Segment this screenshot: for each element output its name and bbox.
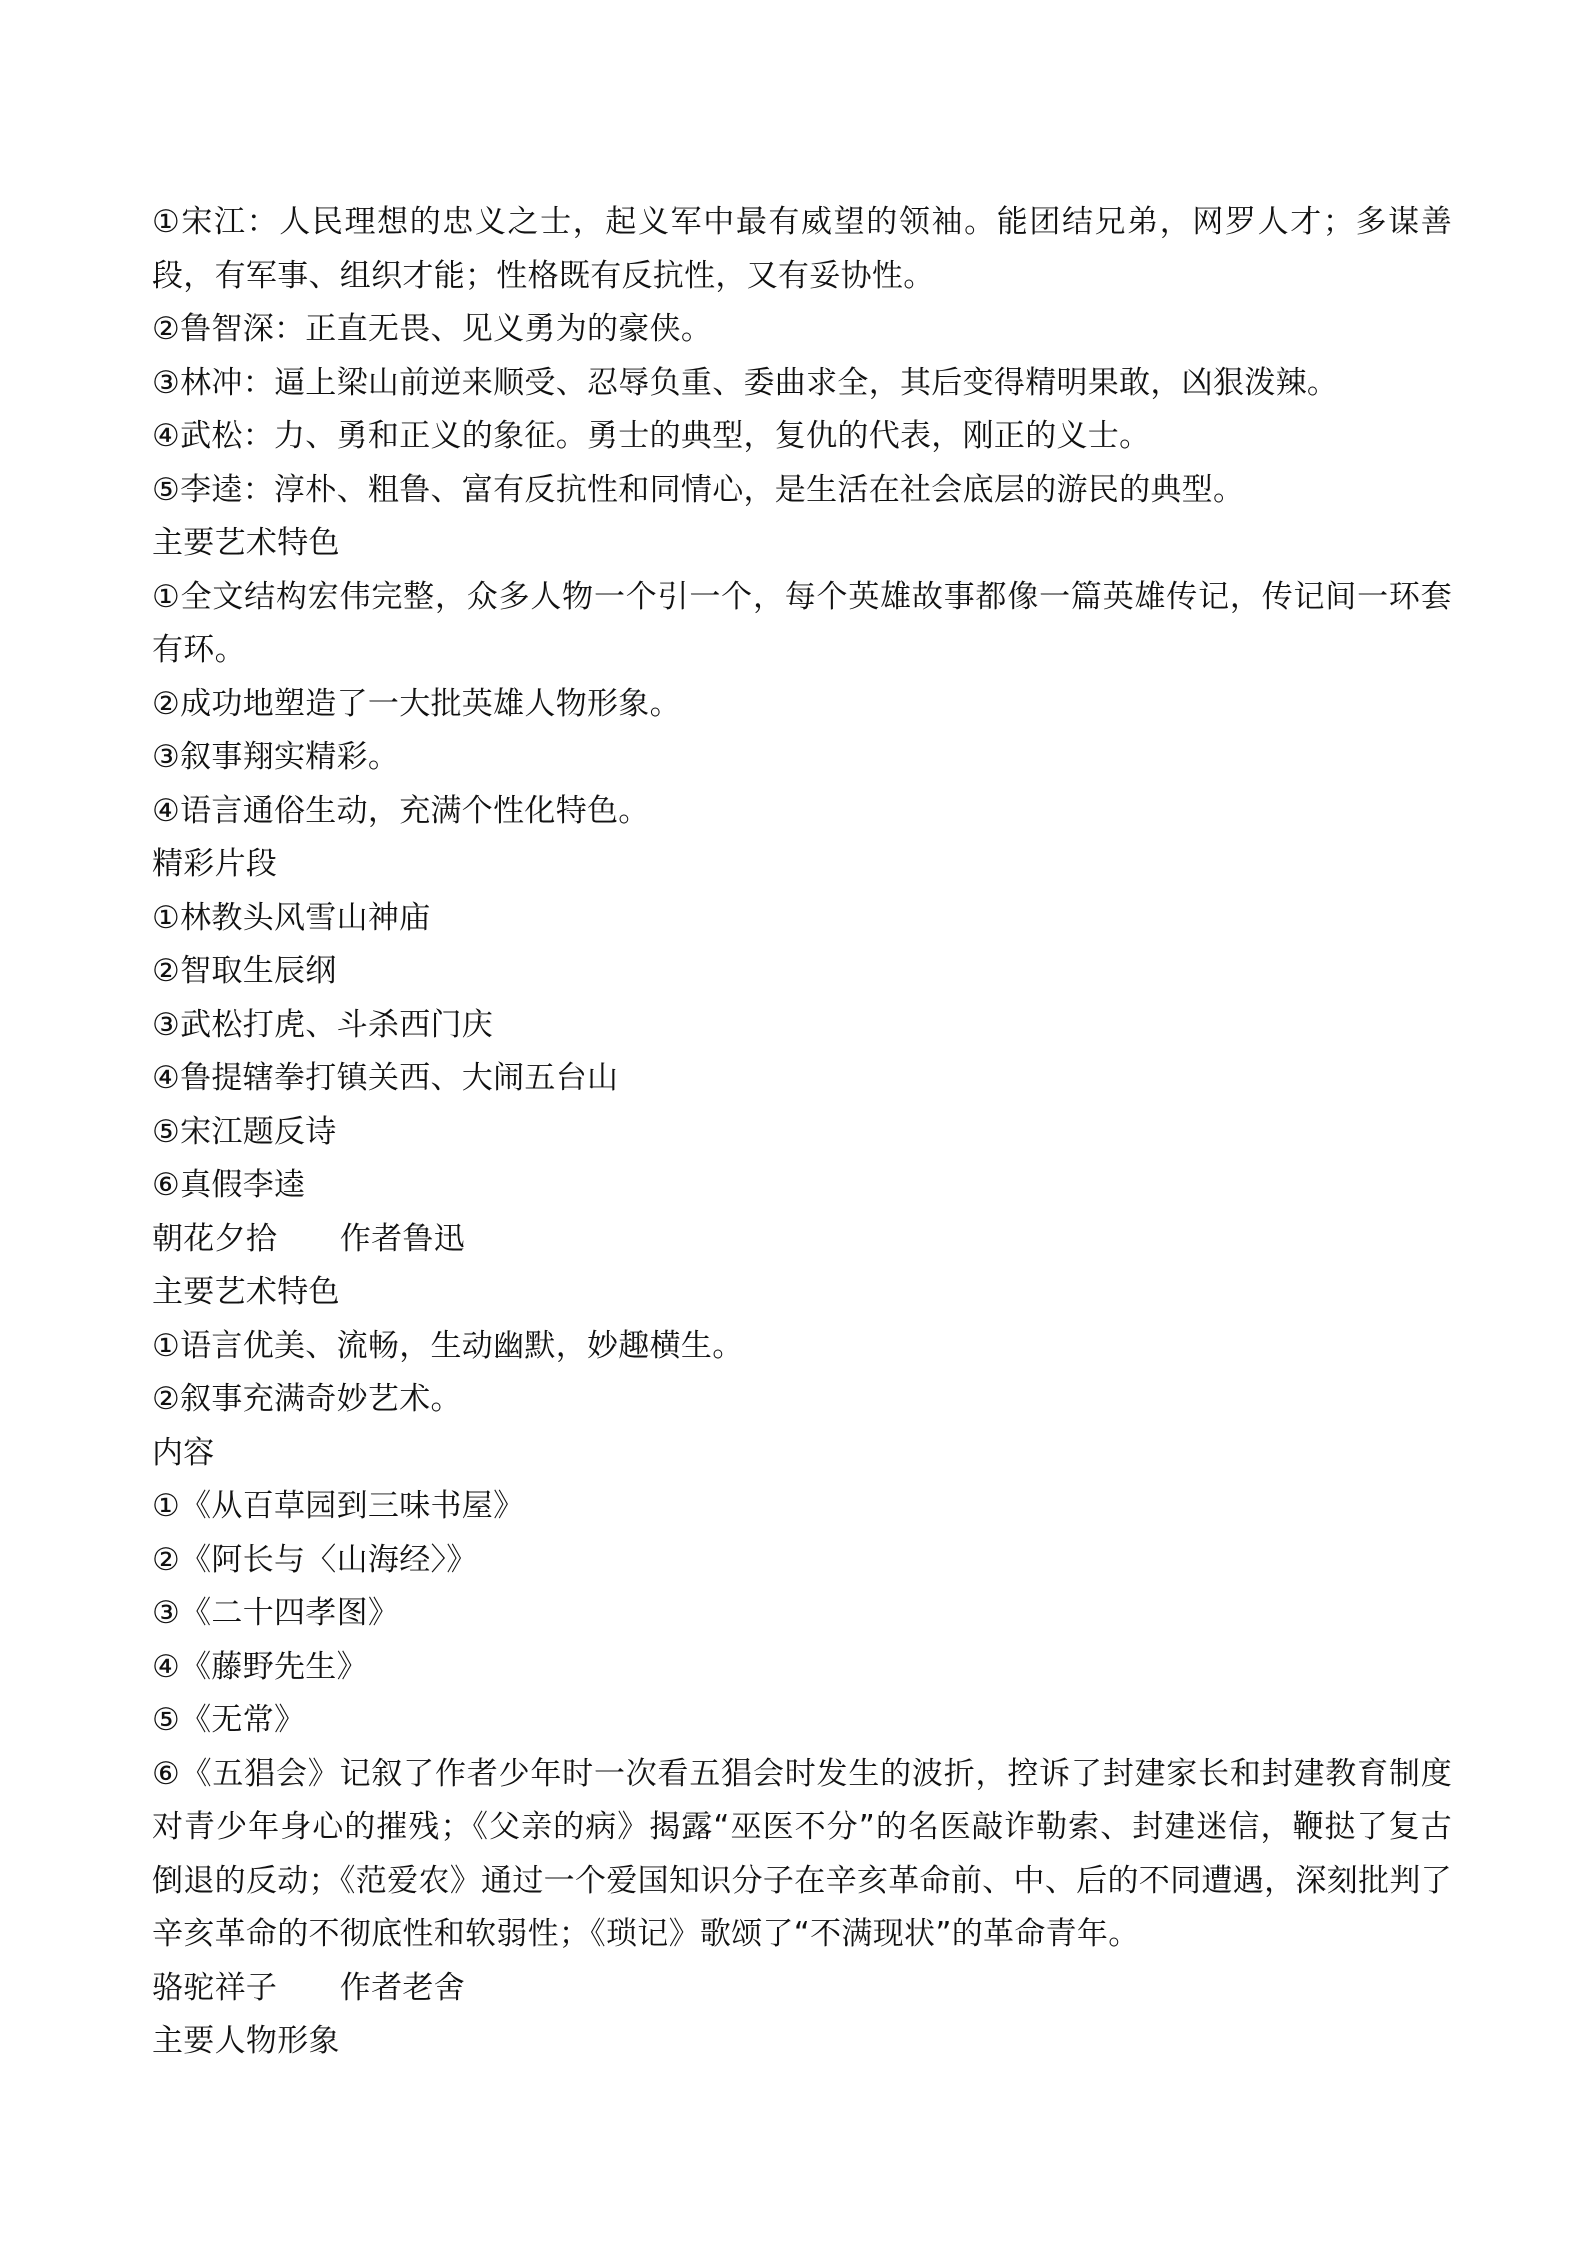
text-line-songjiang: ①宋江：人民理想的忠义之士，起义军中最有威望的领袖。能团结兄弟，网罗人才；多谋善段，有军事、组织才能；性格既有反抗性，又有妥协性。: [152, 204, 1452, 294]
section-heading-art-features: 主要艺术特色: [152, 1274, 340, 1310]
list-item: ①语言优美、流畅，生动幽默，妙趣横生。: [152, 1327, 744, 1364]
book-title-zhaohua: 朝花夕拾 作者鲁迅: [152, 1220, 465, 1257]
section-heading-excerpts: 精彩片段: [152, 846, 278, 882]
text-line-characters: ②成功地塑造了一大批英雄人物形象。: [152, 685, 681, 722]
list-item: ②《阿长与〈山海经〉》: [152, 1541, 478, 1578]
list-item: ①林教头风雪山神庙: [152, 899, 431, 936]
text-paragraph-content-summary: ⑥《五猖会》记叙了作者少年时一次看五猖会时发生的波折，控诉了封建家长和封建教育制度对青少年身心的摧残；《父亲的病》揭露“巫医不分”的名医敲诈勒索、封建迷信，鞭挞了复古倒退的反动；《范爱农》通过一个爱国知识分子在辛亥革命前、中、后的不同遭遇，深刻批判了辛亥革命的不彻底性和软弱性；《琐记》歌颂了“不满现状”的革命青年。: [152, 1755, 1452, 1952]
list-item: ①《从百草园到三味书屋》: [152, 1488, 525, 1524]
list-item: ③《二十四孝图》: [152, 1595, 400, 1631]
section-heading-art-features: 主要艺术特色: [152, 525, 340, 561]
list-item: ⑤《无常》: [152, 1702, 306, 1738]
text-line-linchong: ③林冲：逼上梁山前逆来顺受、忍辱负重、委曲求全，其后变得精明果敢，凶狠泼辣。: [152, 364, 1339, 401]
text-line-likui: ⑤李逵：淳朴、粗鲁、富有反抗性和同情心，是生活在社会底层的游民的典型。: [152, 471, 1245, 508]
text-line-language: ④语言通俗生动，充满个性化特色。: [152, 792, 650, 829]
list-item: ④鲁提辖拳打镇关西、大闹五台山: [152, 1060, 619, 1096]
text-line-structure: ①全文结构宏伟完整，众多人物一个引一个，每个英雄故事都像一篇英雄传记，传记间一环套有环。: [152, 578, 1452, 668]
text-line-luzhishen: ②鲁智深：正直无畏、见义勇为的豪侠。: [152, 311, 713, 347]
text-line-narrative: ③叙事翔实精彩。: [152, 739, 400, 775]
list-item: ②叙事充满奇妙艺术。: [152, 1381, 462, 1417]
book-title-luotuo: 骆驼祥子 作者老舍: [152, 1969, 465, 2006]
list-item: ⑤宋江题反诗: [152, 1113, 337, 1150]
section-heading-characters: 主要人物形象: [152, 2023, 340, 2059]
list-item: ③武松打虎、斗杀西门庆: [152, 1006, 494, 1043]
list-item: ④《藤野先生》: [152, 1648, 368, 1685]
list-item: ②智取生辰纲: [152, 953, 337, 989]
text-line-wusong: ④武松：力、勇和正义的象征。勇士的典型，复仇的代表，刚正的义士。: [152, 418, 1151, 454]
section-heading-content: 内容: [152, 1434, 215, 1471]
list-item: ⑥真假李逵: [152, 1167, 306, 1203]
document-page: [152, 196, 1452, 2069]
